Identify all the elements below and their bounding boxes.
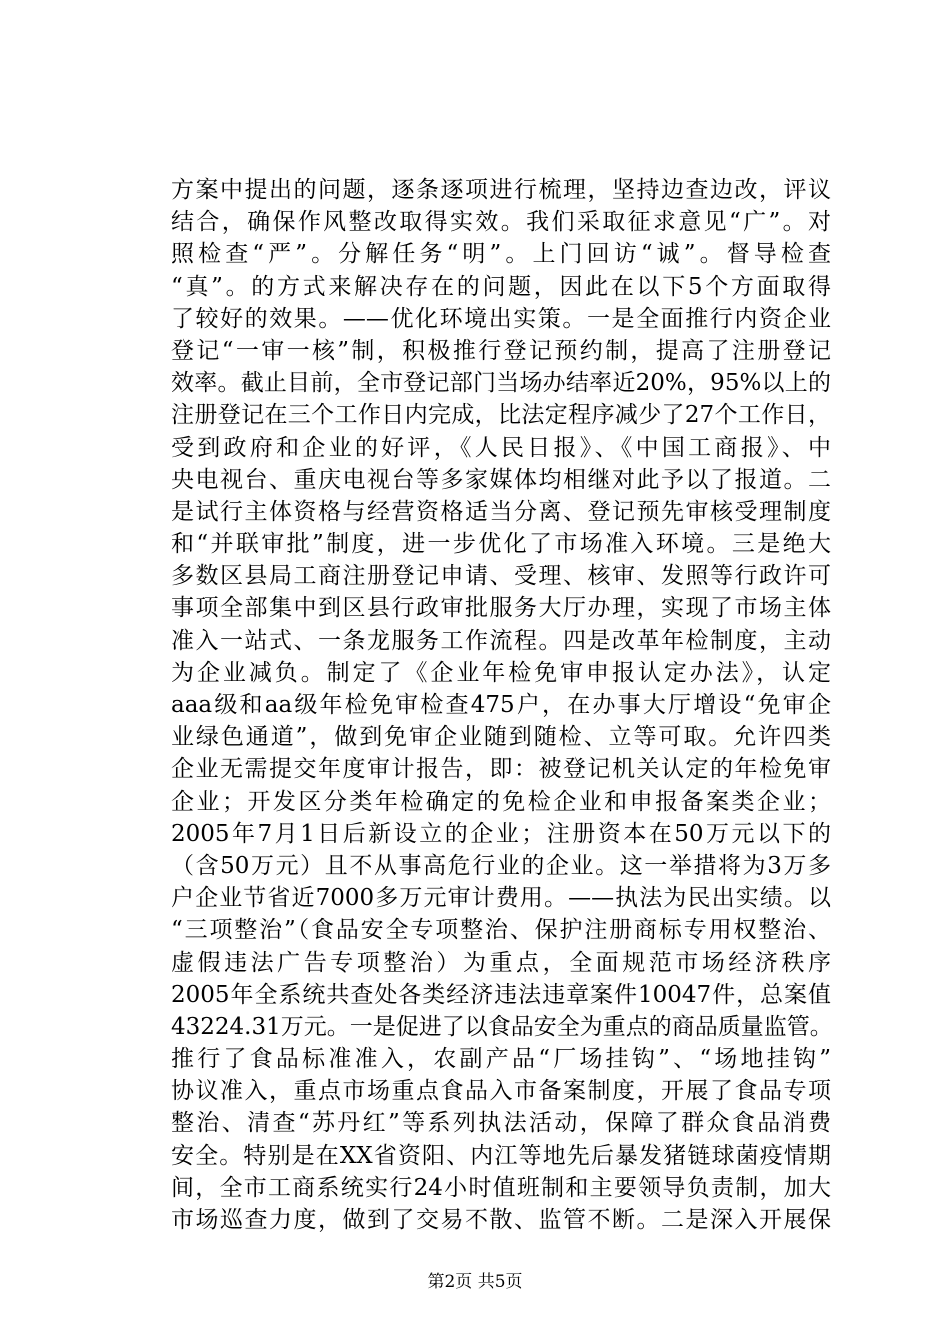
text-line: 央电视台、重庆电视台等多家媒体均相继对此予以了报道。二: [171, 466, 831, 493]
text-line: 为企业减负。制定了《企业年检免审申报认定办法》，认定: [171, 659, 831, 686]
text-line: 和“并联审批”制度，进一步优化了市场准入环境。三是绝大: [171, 531, 831, 558]
text-line: 方案中提出的问题，逐条逐项进行梳理，坚持边查边改，评议: [171, 177, 831, 203]
page-footer: 第2页 共5页: [427, 1272, 523, 1292]
text-line: 2005年全系统共查处各类经济违法违章案件10047件，总案值: [171, 981, 831, 1008]
text-line: 受到政府和企业的好评，《人民日报》、《中国工商报》、中: [171, 434, 831, 461]
text-line: 业绿色通道”，做到免审企业随到随检、立等可取。允许四类: [171, 724, 831, 751]
body-text: [171, 174, 831, 1236]
text-line: 注册登记在三个工作日内完成，比法定程序减少了27个工作日，: [171, 402, 831, 429]
text-line: （含50万元）且不从事高危行业的企业。这一举措将为3万多: [171, 852, 831, 879]
text-line: aaa级和aa级年检免审检查475户，在办事大厅增设“免审企: [171, 692, 831, 718]
text-line: 户企业节省近7000多万元审计费用。——执法为民出实绩。以: [171, 885, 831, 912]
text-line: 2005年7月1日后新设立的企业；注册资本在50万元以下的: [171, 820, 831, 847]
text-line: 协议准入，重点市场重点食品入市备案制度，开展了食品专项: [171, 1078, 831, 1105]
text-line: 了较好的效果。——优化环境出实策。一是全面推行内资企业: [171, 305, 831, 332]
text-line: “真”。的方式来解决存在的问题，因此在以下5个方面取得: [171, 273, 831, 300]
text-line: 43224.31万元。一是促进了以食品安全为重点的商品质量监管。: [171, 1013, 833, 1040]
text-line: “三项整治”（食品安全专项整治、保护注册商标专用权整治、: [171, 917, 831, 944]
text-line: 间，全市工商系统实行24小时值班制和主要领导负责制，加大: [171, 1174, 831, 1201]
text-line: 企业无需提交年度审计报告，即：被登记机关认定的年检免审: [171, 756, 831, 783]
text-line: 多数区县局工商注册登记申请、受理、核审、发照等行政许可: [171, 563, 831, 590]
text-line: 虚假违法广告专项整治）为重点，全面规范市场经济秩序: [171, 949, 831, 976]
text-line: 照检查“严”。分解任务“明”。上门回访“诚”。督导检查: [171, 241, 831, 268]
text-line: 推行了食品标准准入，农副产品“厂场挂钩”、“场地挂钩”: [171, 1046, 831, 1073]
text-line: 安全。特别是在XX省资阳、内江等地先后暴发猪链球菌疫情期: [171, 1142, 831, 1169]
text-line: 是试行主体资格与经营资格适当分离、登记预先审核受理制度: [171, 498, 831, 525]
text-line: 效率。截止目前，全市登记部门当场办结率近20%，95%以上的: [171, 370, 831, 397]
text-line: 事项全部集中到区县行政审批服务大厅办理，实现了市场主体: [171, 595, 831, 622]
text-line: 结合，确保作风整改取得实效。我们采取征求意见“广”。对: [171, 209, 831, 236]
text-line: 整治、清查“苏丹红”等系列执法活动，保障了群众食品消费: [171, 1110, 831, 1137]
text-line: 登记“一审一核”制，积极推行登记预约制，提高了注册登记: [171, 337, 831, 364]
text-line: 企业；开发区分类年检确定的免检企业和申报备案类企业；: [171, 788, 831, 815]
text-line: 准入一站式、一条龙服务工作流程。四是改革年检制度，主动: [171, 627, 831, 654]
text-line: 市场巡查力度，做到了交易不散、监管不断。二是深入开展保: [171, 1207, 831, 1233]
